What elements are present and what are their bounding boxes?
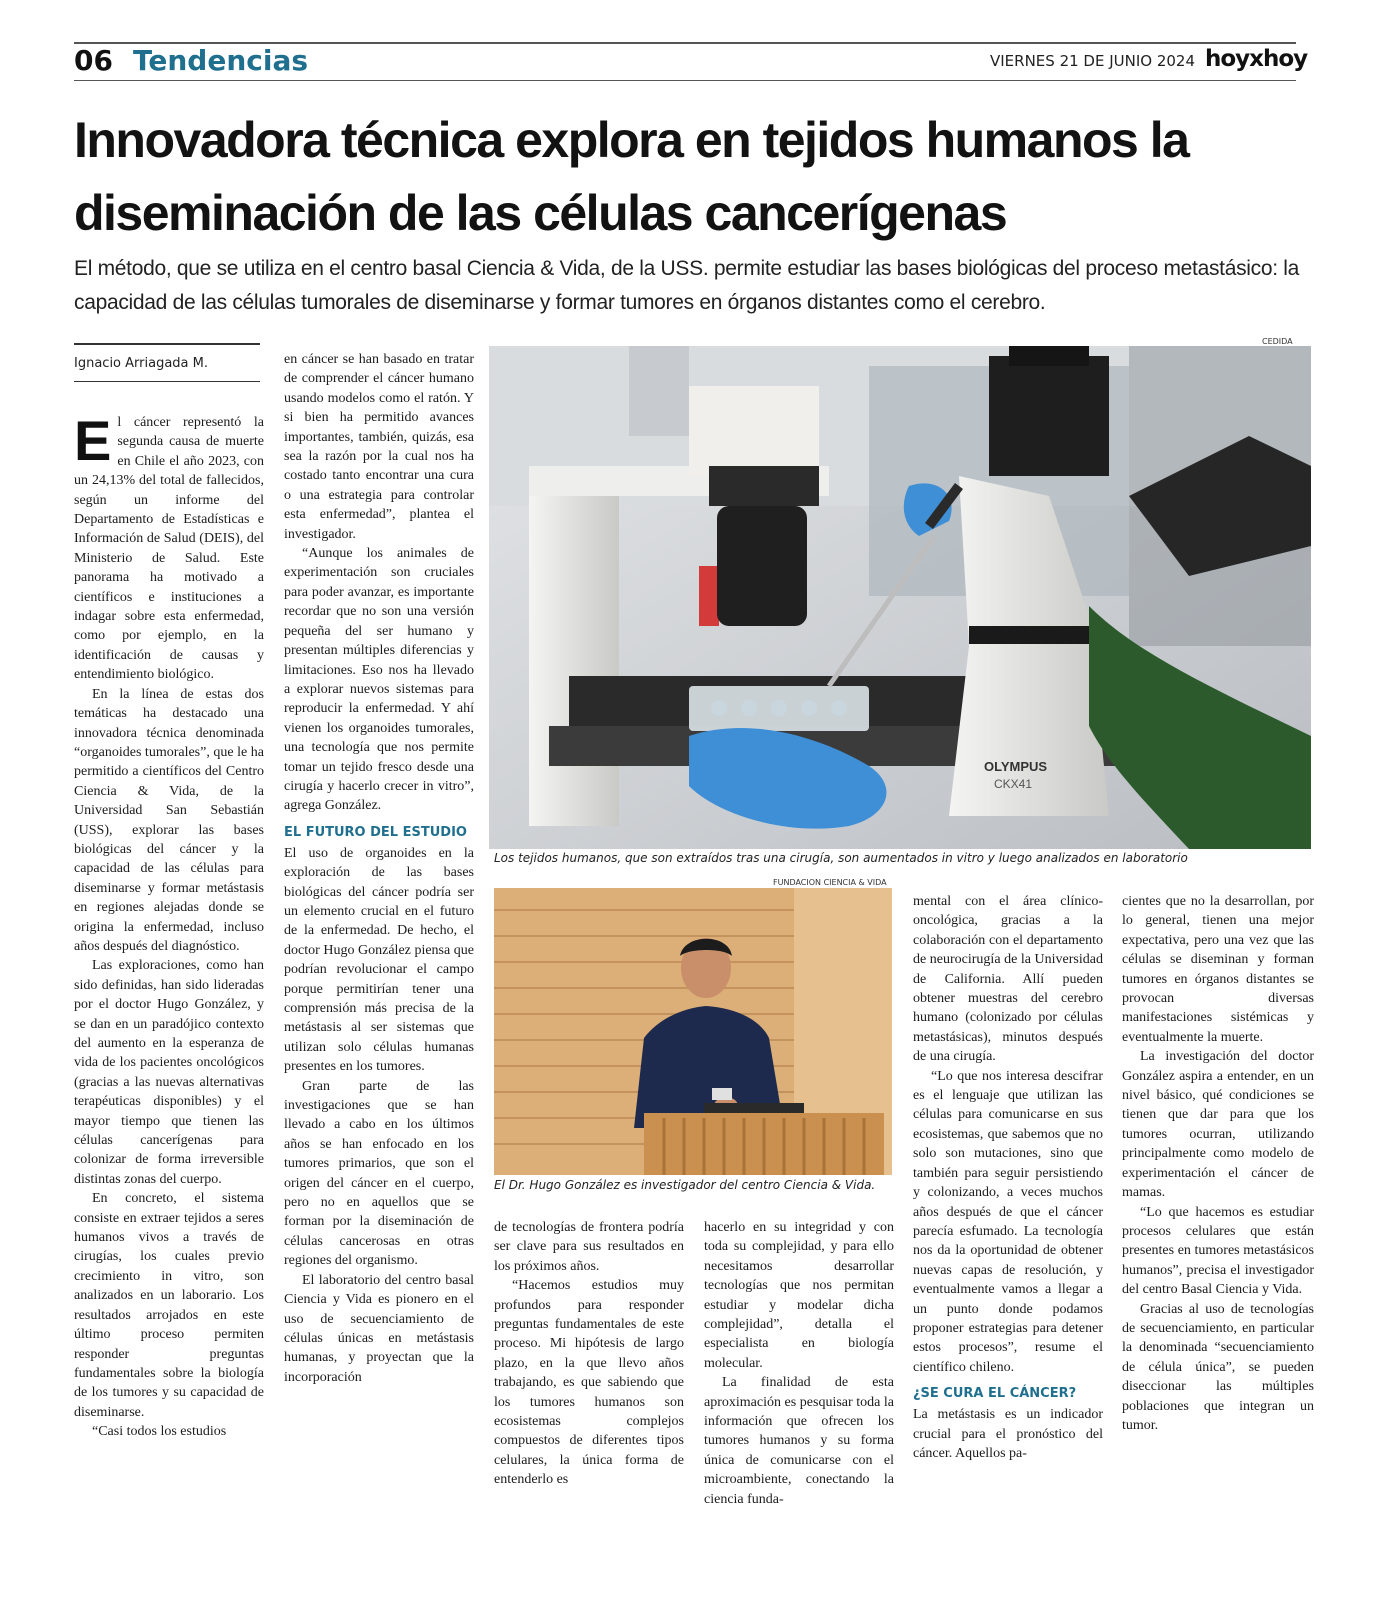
issue-date: VIERNES 21 DE JUNIO 2024: [990, 52, 1196, 70]
paragraph: El cáncer representó la segunda causa de muerte en Chile el año 2023, con un 24,13% del total de fallecidos, según un informe del Departamento de Estadísticas e Información de Salud (DEIS), del Ministerio de Salud. Este panorama ha motivado a científicos e instituciones a indagar sobre esta enfermedad, como por ejemplo, en la identificación de causas y entendimiento biológico.: [74, 409, 264, 683]
byline-rule: [74, 381, 260, 382]
microscope-model: CKX41: [994, 777, 1033, 791]
section-subtitle: EL FUTURO DEL ESTUDIO: [284, 824, 467, 840]
paragraph: “Hacemos estudios muy profundos para responder preguntas fundamentales de este proceso. Mi hipótesis de largo plazo, en la que llevo años trabajando, es que sabiendo que los tumores humanos son ecosistemas complejos compuestos de diferentes tipos celulares, la única forma de entenderlo es: [494, 1278, 684, 1488]
header-bottom-rule: [74, 80, 1296, 81]
paragraph: La metástasis es un indicador crucial para el pronóstico del cáncer. Aquellos pa-: [913, 1407, 1103, 1461]
article-column-5: [913, 892, 1103, 1507]
photo-credit: FUNDACION CIENCIA & VIDA: [773, 878, 887, 887]
paragraph: de tecnologías de frontera podría ser clave para sus resultados en los próximos años.: [494, 1220, 684, 1274]
lab-photo: [489, 346, 1311, 849]
photo-caption: Los tejidos humanos, que son extraídos tras una cirugía, son aumentados in vitro y luego analizados en laboratorio: [494, 851, 1188, 865]
paragraph: Gracias al uso de tecnologías de secuenciamiento, en particular la denominada “secuenciamiento de célula única”, se pueden diseccionar las múltiples poblaciones que integran un tumor.: [1122, 1301, 1314, 1433]
paragraph: Las exploraciones, como han sido definidas, han sido lideradas por el doctor Hugo González, y se dan en un paradójico contexto del aumento en la esperanza de vida de los pacientes oncológicos (gracias a las nuevas alternativas terapéuticas disponibles) y el mayor tiempo que tienen las células cancerígenas para colonizar de forma irreversible distintas zonas del cuerpo.: [74, 958, 264, 1187]
paragraph: El uso de organoides en la exploración de las bases biológicas del cáncer podría ser un elemento crucial en el futuro de la enfermedad. De hecho, el doctor Hugo González piensa que podrían revolucionar el campo porque permitirían tener una comprensión más precisa de la metástasis al ser sistemas que utilizan solo células humanas presentes en los tumores.: [284, 845, 474, 1075]
researcher-photo-illustration: [494, 888, 892, 1175]
lab-photo-illustration: [489, 346, 1311, 849]
byline-rule: [74, 343, 260, 345]
dropcap: E: [74, 409, 112, 472]
paragraph: En concreto, el sistema consiste en extraer tejidos a seres humanos vivos a través de cirugías, los cuales previo crecimiento in vitro, son analizados en un laborario. Los resultados arrojados en este último proceso permiten responder preguntas fundamentales sobre la biología de los tumores y su capacidad de diseminarse.: [74, 1191, 264, 1420]
paragraph: En la línea de estas dos temáticas ha destacado una innovadora técnica denominada “organoides tumorales”, que le ha permitido a científicos del Centro Ciencia & Vida, de la Universidad San Sebastián (USS), explorar las bases biológicas del cáncer y la capacidad de las células para diseminarse y formar metástasis en regiones alejadas donde se origina la enfermedad, incluso años después del diagnóstico.: [74, 686, 264, 954]
byline: Ignacio Arriagada M.: [74, 356, 208, 371]
newspaper-logo: hoyxhoy: [1205, 46, 1308, 72]
article-column-2: [284, 350, 474, 1515]
article-headline: Innovadora técnica explora en tejidos humanos la diseminación de las células cancerígenas: [74, 112, 1189, 241]
paragraph: “Casi todos los estudios: [92, 1424, 227, 1440]
paragraph: La investigación del doctor González aspira a entender, en un nivel básico, qué condiciones se tienen que dar para que los tumores ocurran, utilizando principalmente como modelo de experimentación el cáncer de mamas.: [1122, 1049, 1314, 1201]
paragraph: mental con el área clínico-oncológica, gracias a la colaboración con el departamento de neurocirugía de la Universidad de California. Allí pueden obtener muestras del cerebro humano (colonizado por células metastásicas), minutos después de una cirugía.: [913, 894, 1103, 1065]
article-subheadline: El método, que se utiliza en el centro basal Ciencia & Vida, de la USS. permite estudiar las bases biológicas del proceso metastásico: la capacidad de las células tumorales de diseminarse y formar tumores en órganos distantes como el cerebro.: [74, 257, 1300, 314]
section-title: Tendencias: [133, 44, 309, 77]
article-column-1: [74, 409, 264, 1513]
page-number: 06: [74, 44, 113, 77]
section-subtitle: ¿SE CURA EL CÁNCER?: [913, 1386, 1077, 1402]
paragraph: La finalidad de esta aproximación es pesquisar toda la información que ofrecen los tumores humanos y su forma única de comunicarse con el microambiente, conectando la ciencia funda-: [704, 1375, 894, 1507]
article-column-6: [1122, 892, 1314, 1507]
paragraph: en cáncer se han basado en tratar de comprender el cáncer humano usando modelos como el ratón. Y si bien ha permitido avances importantes, también, quizás, esa sea la razón por la cual nos ha costado tanto encontrar una cura o una estrategia para controlar esta enfermedad”, plantea el investigador.: [284, 352, 474, 542]
paragraph: hacerlo en su integridad y con toda su complejidad, y para ello necesitamos desarrollar tecnologías que nos permitan estudiar y modelar dicha complejidad”, detalla el especialista en biología molecular.: [704, 1220, 894, 1371]
paragraph: “Aunque los animales de experimentación son cruciales para poder avanzar, es importante recordar que no son una versión pequeña del ser humano y presentan múltiples diferencias y limitaciones. Eso nos ha llevado a explorar nuevos sistemas para reproducir la enfermedad. Y ahí vienen los organoides tumorales, una tecnología que nos permite tomar un tejido fresco desde una cirugía y hacerlo crecer in vitro”, agrega González.: [284, 546, 474, 814]
microscope-brand: OLYMPUS: [984, 759, 1048, 774]
photo-credit: CEDIDA: [1262, 337, 1293, 346]
paragraph: “Lo que nos interesa descifrar es el lenguaje que utilizan las células para comunicarse en sus ecosistemas, que sabemos que no solo son mutaciones, sino que también para seguir persistiendo y colonizando, a veces muchos años después de que el cáncer parecía esfumado. La tecnología nos da la oportunidad de obtener nuevas capas de resolución, y eventualmente vamos a llegar a un punto donde podamos proponer estrategias para detener estos procesos”, resume el científico chileno.: [913, 1068, 1103, 1375]
article-column-4: [704, 1218, 894, 1508]
paragraph: cientes que no la desarrollan, por lo general, tienen una mejor expectativa, pero una vez que las células se diseminan y forman tumores en órganos distantes se provocan diversas manifestaciones sistémicas y eventualmente la muerte.: [1122, 894, 1314, 1045]
paragraph: El laboratorio del centro basal Ciencia y Vida es pionero en el uso de secuenciamiento de células únicas en metástasis humanas, y proyectan que la incorporación: [284, 1272, 474, 1385]
paragraph: “Lo que hacemos es estudiar procesos celulares que están presentes en tumores metastásicos humanos”, precisa el investigador del centro Basal Ciencia y Vida.: [1122, 1204, 1314, 1298]
researcher-photo: [494, 888, 892, 1175]
article-column-3: [494, 1218, 684, 1508]
paragraph: Gran parte de las investigaciones que se han llevado a cabo en los últimos años se han enfocado en los tumores primarios, que son el origen del cáncer en el cuerpo, pero no en aquellos que se forman por la diseminación de células cancerosas en otras regiones del organismo.: [284, 1078, 474, 1269]
photo-caption: El Dr. Hugo González es investigador del centro Ciencia & Vida.: [494, 1178, 876, 1192]
